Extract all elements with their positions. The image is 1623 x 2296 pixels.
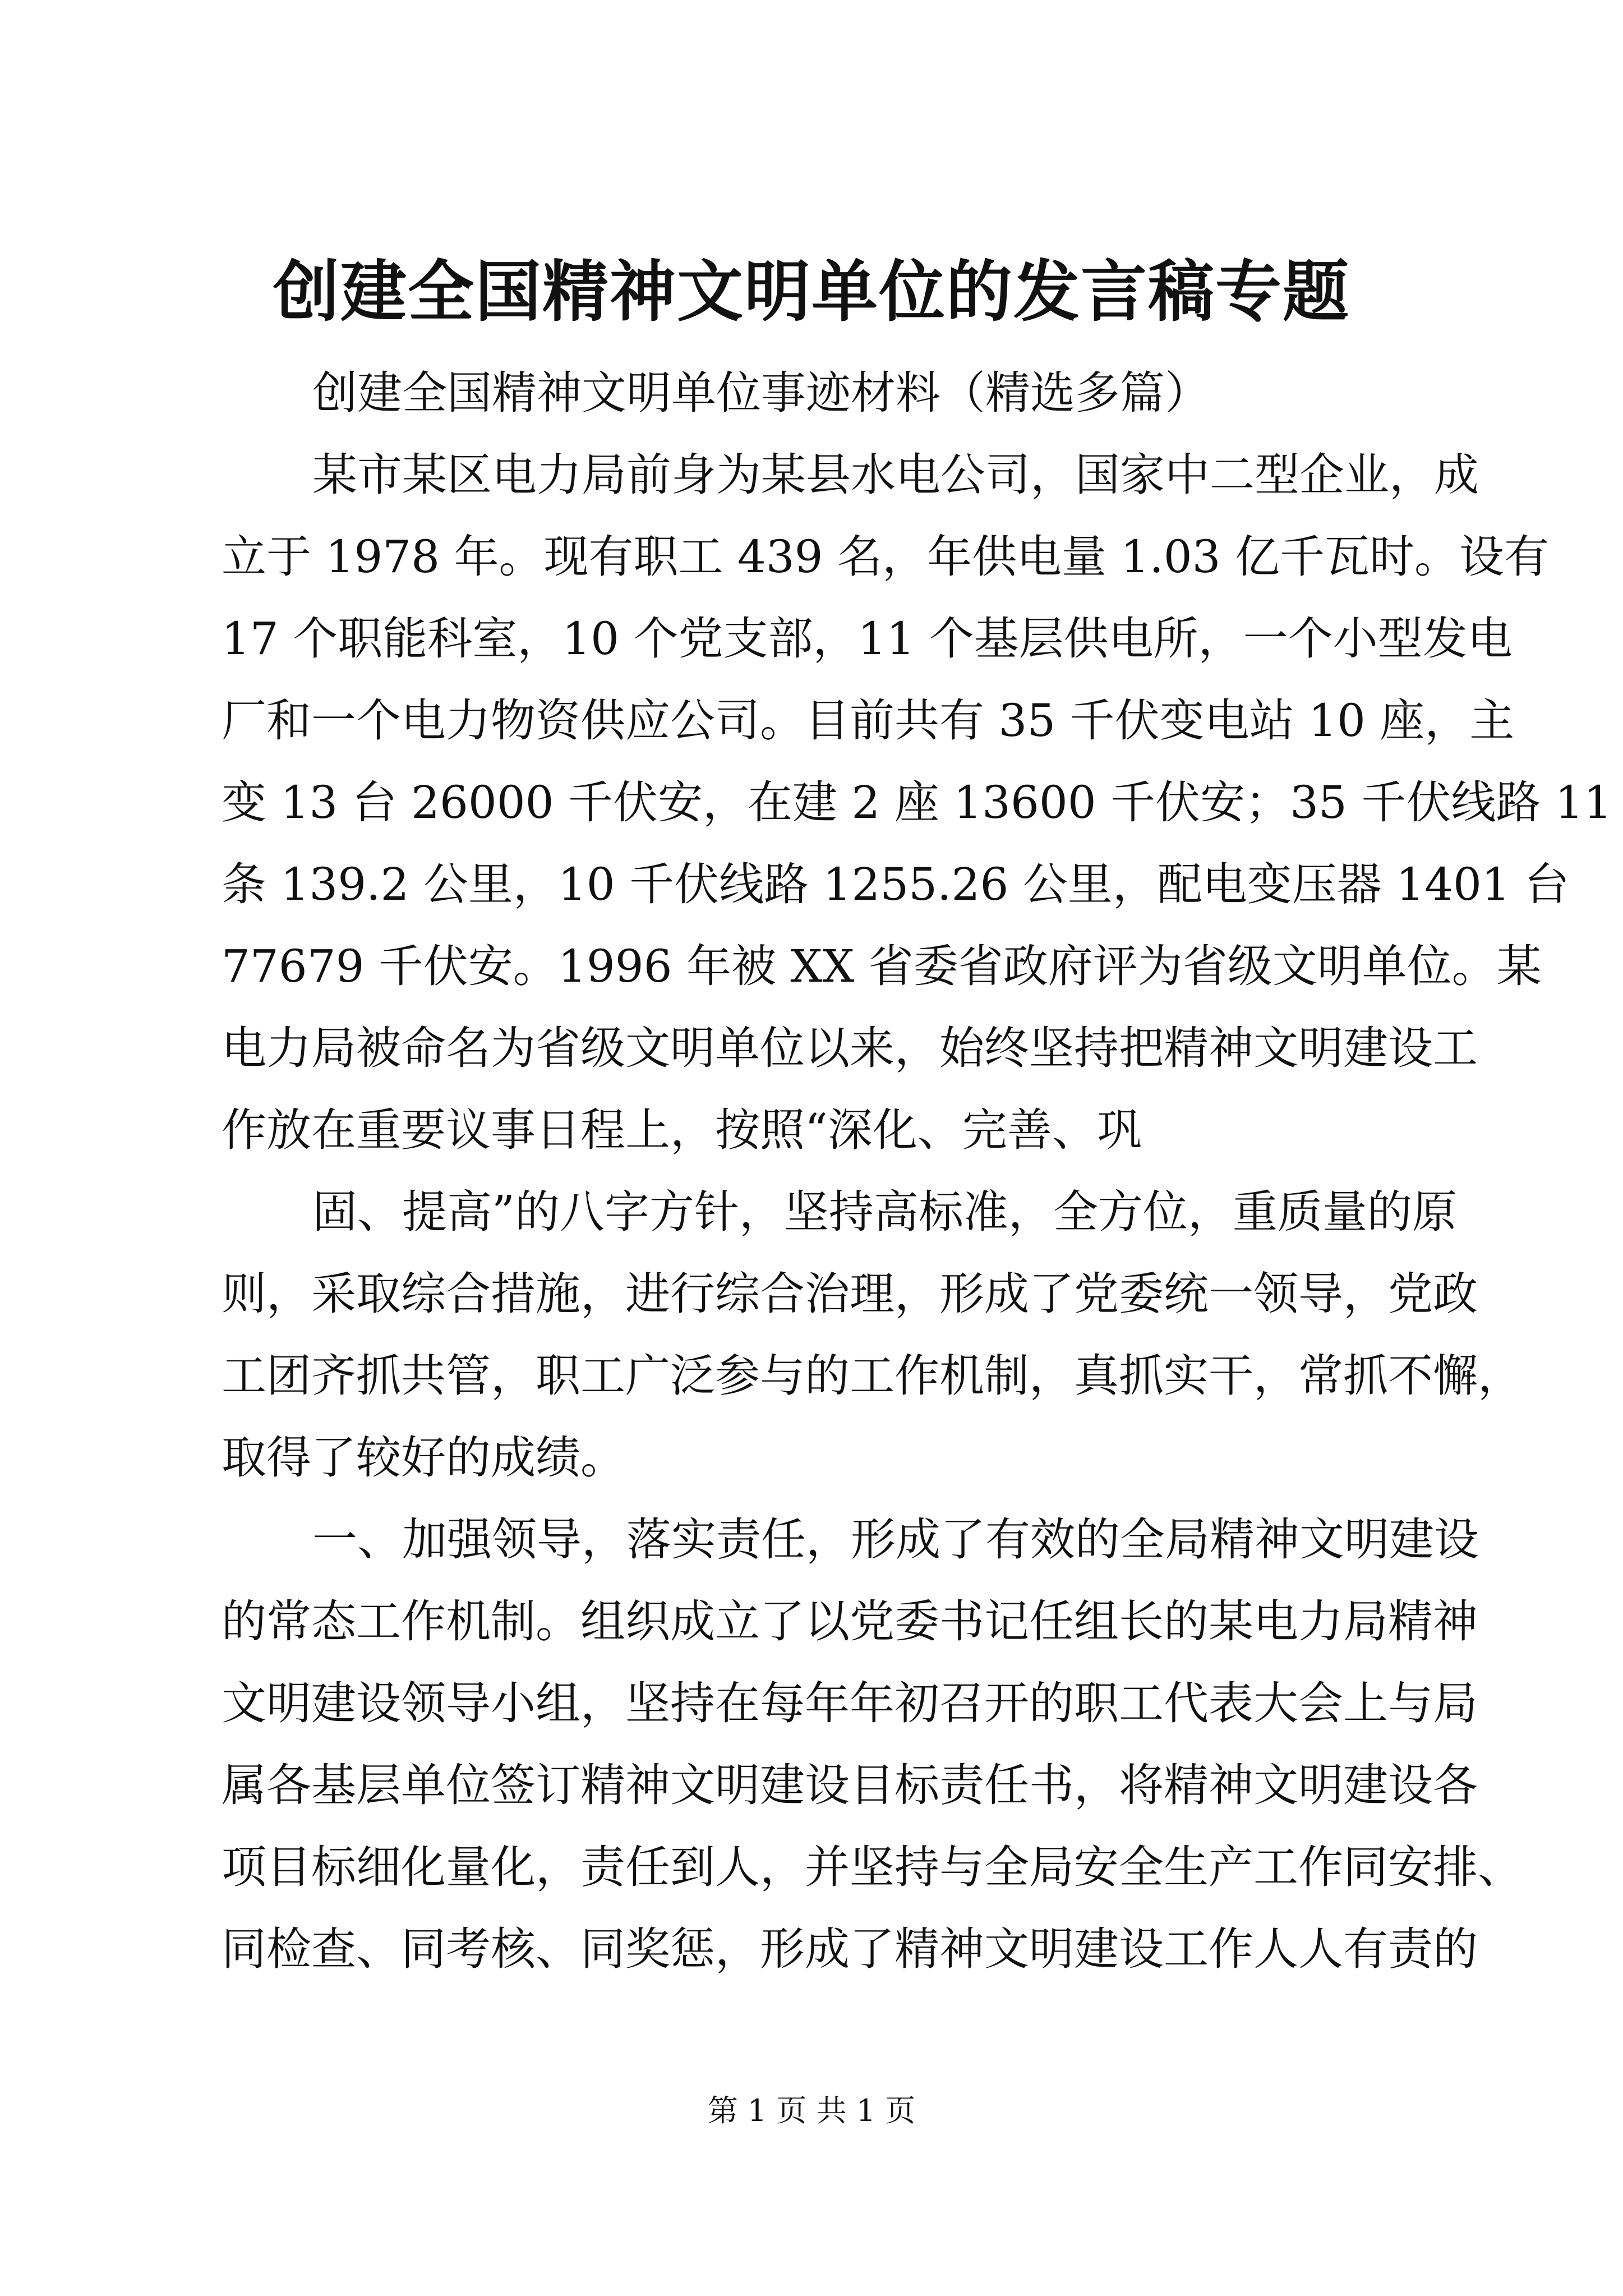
document-title: 创建全国精神文明单位的发言稿专题 <box>273 252 1350 330</box>
paragraph-line: 立于 1978 年。现有职工 439 名，年供电量 1.03 亿千瓦时。设有 <box>222 531 1549 583</box>
paragraph-line: 条 139.2 公里，10 千伏线路 1255.26 公里，配电变压器 1401 台 <box>222 858 1570 910</box>
paragraph-line: 固、提高”的八字方针，坚持高标准，全方位，重质量的原 <box>312 1186 1457 1238</box>
paragraph-line: 同检查、同考核、同奖惩，形成了精神文明建设工作人人有责的 <box>222 1923 1478 1975</box>
document-body <box>222 352 1612 1990</box>
page-footer: 第 1 页 共 1 页 <box>707 2093 916 2128</box>
paragraph-line: 厂和一个电力物资供应公司。目前共有 35 千伏变电站 10 座，主 <box>222 694 1515 747</box>
subtitle-line: 创建全国精神文明单位事迹材料（精选多篇） <box>312 367 1210 419</box>
paragraph-line: 文明建设领导小组，坚持在每年年初召开的职工代表大会上与局 <box>222 1677 1478 1729</box>
paragraph-line: 77679 千伏安。1996 年被 XX 省委省政府评为省级文明单位。某 <box>222 940 1542 992</box>
paragraph-line: 项目标细化量化，责任到人，并坚持与全局安全生产工作同安排、 <box>222 1841 1523 1893</box>
paragraph-line: 某市某区电力局前身为某县水电公司，国家中二型企业，成 <box>312 449 1479 501</box>
paragraph-line: 则，采取综合措施，进行综合治理，形成了党委统一领导，党政 <box>222 1268 1478 1320</box>
paragraph-line: 电力局被命名为省级文明单位以来，始终坚持把精神文明建设工 <box>222 1022 1478 1074</box>
paragraph-line: 属各基层单位签订精神文明建设目标责任书，将精神文明建设各 <box>222 1759 1478 1811</box>
paragraph-line: 一、加强领导，落实责任，形成了有效的全局精神文明建设 <box>312 1513 1479 1566</box>
paragraph-line: 工团齐抓共管，职工广泛参与的工作机制，真抓实干，常抓不懈， <box>222 1350 1523 1402</box>
paragraph-line: 取得了较好的成绩。 <box>222 1432 625 1484</box>
paragraph-line: 的常态工作机制。组织成立了以党委书记任组长的某电力局精神 <box>222 1595 1478 1648</box>
paragraph-line: 17 个职能科室，10 个党支部，11 个基层供电所，一个小型发电 <box>222 613 1513 665</box>
paragraph-line: 变 13 台 26000 千伏安，在建 2 座 13600 千伏安；35 千伏线路 11 <box>222 776 1612 829</box>
paragraph-line: 作放在重要议事日程上，按照“深化、完善、巩 <box>222 1104 1142 1156</box>
